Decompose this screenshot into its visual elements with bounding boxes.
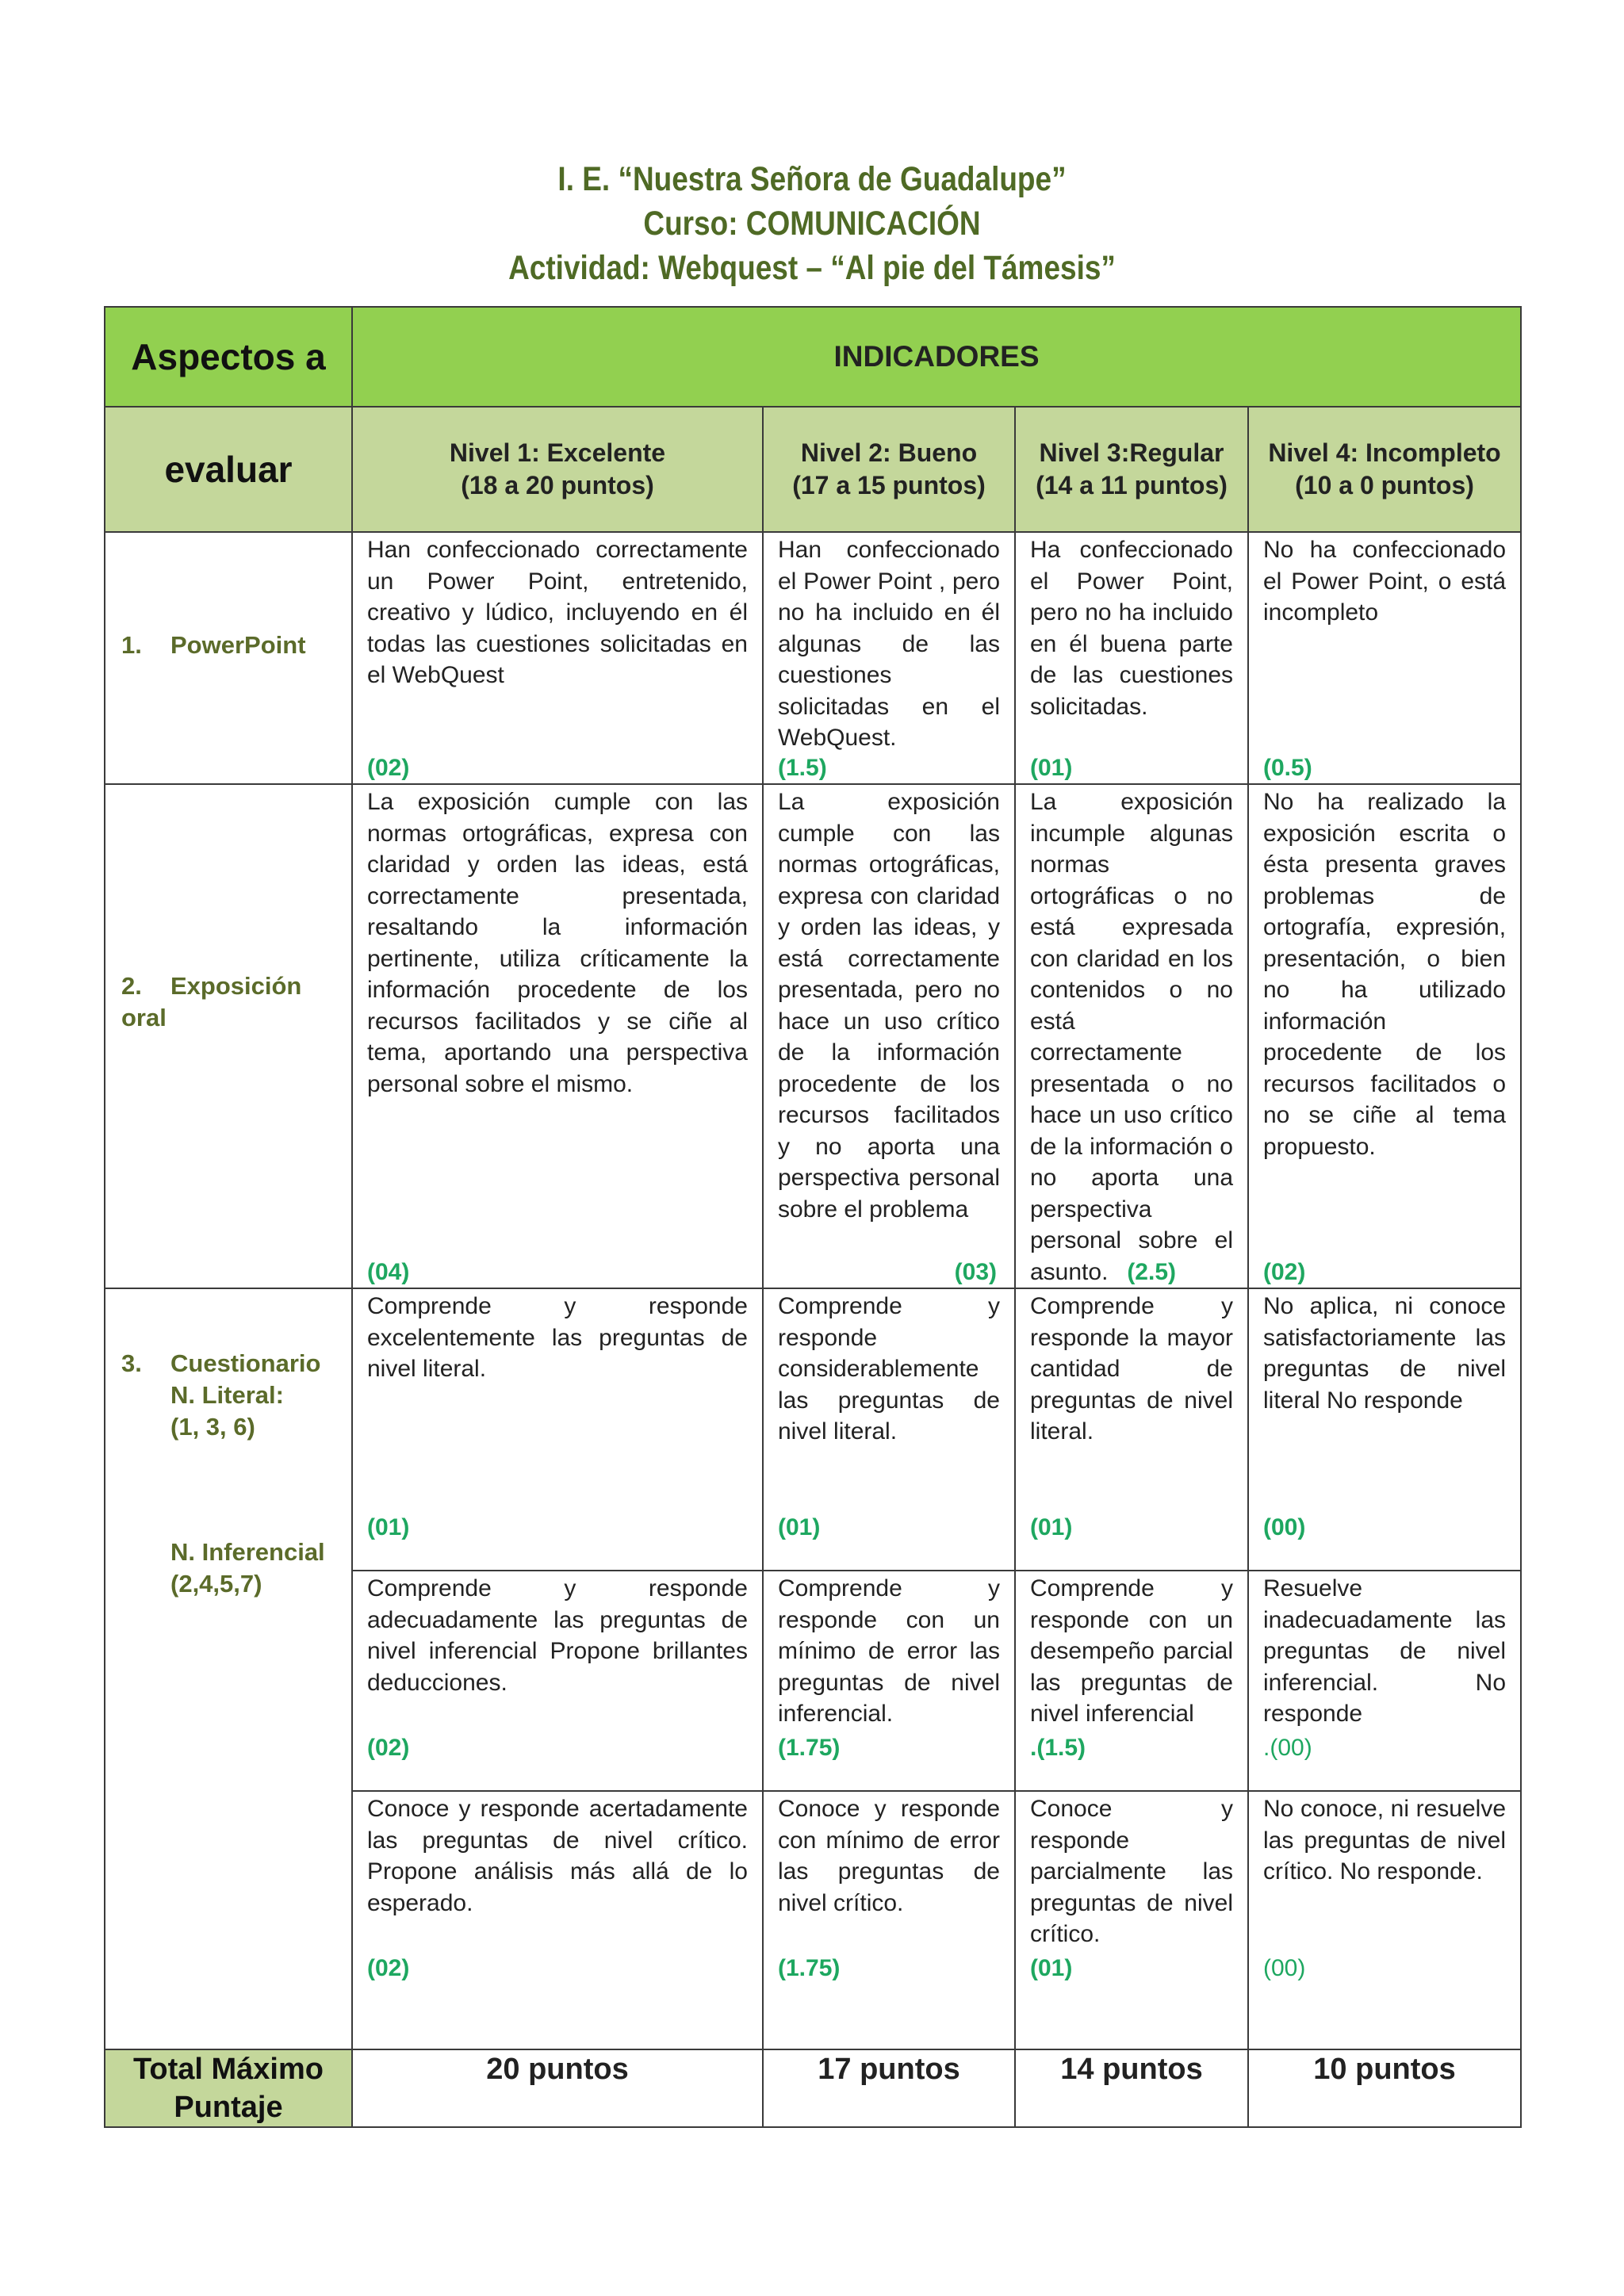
document-header (0, 157, 1624, 290)
total-label-line1: Total Máximo (133, 2053, 324, 2086)
criterion-cell (1248, 1571, 1521, 1791)
level-range: (10 a 0 puntos) (1295, 471, 1474, 499)
aspects-header-line2: evaluar (164, 449, 293, 490)
score-value: (01) (367, 1514, 410, 1540)
aspect-number: 1. (121, 631, 142, 659)
criterion-text: No conoce, ni resuelve las preguntas de nivel crítico. No responde. (1263, 1796, 1507, 1885)
score-value: (03) (954, 1259, 997, 1285)
criterion-cell (1248, 532, 1521, 784)
criterion-cell (1015, 1571, 1248, 1791)
score-value: (00) (1263, 1514, 1306, 1540)
aspect-exposicion-oral (105, 784, 352, 1288)
criterion-cell (1248, 784, 1521, 1288)
aspect-cuestionario (105, 1288, 352, 2049)
aspect-sub-inferencial-items: (2,4,5,7) (170, 1570, 262, 1598)
level-header (1248, 407, 1521, 532)
aspect-number: 3. (121, 1349, 142, 1377)
level-name: Nivel 4: Incompleto (1268, 438, 1501, 467)
level-header (763, 407, 1015, 532)
criterion-cell (352, 1791, 763, 2049)
aspects-header-cont (105, 407, 352, 532)
score-value: (02) (367, 755, 410, 781)
aspect-name: Cuestionario (170, 1349, 321, 1377)
score-value: (02) (1263, 1259, 1306, 1285)
total-value: 10 puntos (1248, 2049, 1521, 2127)
aspect-name: PowerPoint (170, 631, 306, 659)
criterion-cell (763, 1288, 1015, 1571)
activity-title: Actividad: Webquest – “Al pie del Támesis” (508, 249, 1116, 287)
score-value: (02) (367, 1955, 410, 1981)
indicators-header (352, 307, 1521, 407)
criterion-text: Han confeccionado correctamente un Power Point, entretenido, creativo y lúdico, incluyendo en él todas las cuestiones solicitadas en el WebQuest (367, 537, 748, 688)
score-value: (01) (778, 1514, 821, 1540)
criterion-text: No aplica, ni conoce satisfactoriamente las preguntas de nivel literal No responde (1263, 1293, 1507, 1414)
criterion-text: Comprende y responde la mayor cantidad de preguntas de nivel literal. (1030, 1293, 1233, 1445)
course-title: Curso: COMUNICACIÓN (643, 205, 981, 243)
aspects-header (105, 307, 352, 407)
total-label (105, 2049, 352, 2127)
criterion-text: Conoce y responde acertadamente las preguntas de nivel crítico. Propone análisis más allá de lo esperado. (367, 1796, 748, 1916)
aspect-sub-inferencial: N. Inferencial (170, 1538, 325, 1566)
criterion-cell (352, 1571, 763, 1791)
total-value: 20 puntos (352, 2049, 763, 2127)
aspect-name: Exposición oral (121, 972, 302, 1031)
aspect-number: 2. (121, 972, 142, 1000)
criterion-cell (1015, 532, 1248, 784)
criterion-cell (352, 784, 763, 1288)
level-range: (18 a 20 puntos) (461, 471, 654, 499)
criterion-text: Comprende y responde adecuadamente las preguntas de nivel inferencial Propone brillantes deducciones. (367, 1575, 748, 1696)
level-name: Nivel 2: Bueno (800, 438, 978, 467)
aspect-powerpoint (105, 532, 352, 784)
level-range: (14 a 11 puntos) (1036, 471, 1228, 499)
criterion-text: Comprende y responde con un desempeño parcial las preguntas de nivel inferencial (1030, 1575, 1233, 1727)
score-value: (00) (1263, 1955, 1306, 1981)
criterion-cell (1248, 1288, 1521, 1571)
criterion-cell (1015, 1288, 1248, 1571)
criterion-cell (352, 532, 763, 784)
level-name: Nivel 3:Regular (1039, 438, 1224, 467)
criterion-cell (763, 532, 1015, 784)
criterion-text: Conoce y responde con mínimo de error las preguntas de nivel crítico. (778, 1796, 1000, 1916)
level-range: (17 a 15 puntos) (792, 471, 986, 499)
criterion-text: No ha realizado la exposición escrita o ésta presenta graves problemas de ortografía, expresión, presentación, o bien no ha utilizado información procedente de los recursos facilitados o no se ciñe al tema propuesto. (1263, 789, 1507, 1160)
criterion-text: Comprende y responde considerablemente las preguntas de nivel literal. (778, 1293, 1000, 1445)
aspect-sub-literal-items: (1, 3, 6) (170, 1413, 255, 1441)
score-value: .(1.5) (1030, 1735, 1086, 1761)
aspect-sub-literal: N. Literal: (170, 1381, 284, 1409)
total-value: 14 puntos (1015, 2049, 1248, 2127)
criterion-text: No ha confeccionado el Power Point, o está incompleto (1263, 537, 1507, 626)
criterion-cell (763, 784, 1015, 1288)
criterion-text: La exposición incumple algunas normas ortográficas o no está expresada con claridad en los contenidos o no está correctamente presentada o no hace un uso crítico de la información o no aporta una perspectiva personal sobre el asunto. (1030, 789, 1233, 1285)
criterion-cell (352, 1288, 763, 1571)
level-header (1015, 407, 1248, 532)
score-value: (01) (1030, 1514, 1073, 1540)
rubric-table (104, 306, 1522, 2128)
indicators-header-label: INDICADORES (833, 340, 1040, 373)
score-value: (01) (1030, 755, 1073, 781)
criterion-text: Resuelve inadecuadamente las preguntas de nivel inferencial. No responde (1263, 1575, 1507, 1727)
criterion-text: Comprende y responde excelentemente las preguntas de nivel literal. (367, 1293, 748, 1382)
score-value: (1.75) (778, 1735, 841, 1761)
total-label-line2: Puntaje (174, 2091, 283, 2124)
criterion-text: La exposición cumple con las normas ortográficas, expresa con claridad y orden las ideas, está correctamente presentada, resaltando la información pertinente, utiliza críticamente la información procedente de los recursos facilitados y se ciñe al tema, aportando una perspectiva personal sobre el mismo. (367, 789, 748, 1097)
aspects-header-line1: Aspectos a (131, 336, 326, 377)
score-value: (0.5) (1263, 755, 1312, 781)
criterion-cell (1015, 784, 1248, 1288)
score-value: (1.75) (778, 1955, 841, 1981)
criterion-text: Ha confeccionado el Power Point, pero no ha incluido en él buena parte de las cuestiones solicitadas. (1030, 537, 1233, 720)
criterion-cell (1015, 1791, 1248, 2049)
score-value: (1.5) (778, 755, 827, 781)
score-value: (04) (367, 1259, 410, 1285)
total-value: 17 puntos (763, 2049, 1015, 2127)
criterion-text: Han confeccionado el Power Point , pero no ha incluido en él algunas de las cuestiones solicitadas en el WebQuest. (778, 537, 1000, 751)
criterion-cell (1248, 1791, 1521, 2049)
criterion-cell (763, 1571, 1015, 1791)
level-header (352, 407, 763, 532)
criterion-cell (763, 1791, 1015, 2049)
school-title: I. E. “Nuestra Señora de Guadalupe” (557, 160, 1067, 198)
score-value: (01) (1030, 1955, 1073, 1981)
score-value: .(00) (1263, 1735, 1312, 1761)
criterion-text: Conoce y responde parcialmente las preguntas de nivel crítico. (1030, 1796, 1233, 1947)
score-value: (2.5) (1127, 1259, 1176, 1285)
score-value: (02) (367, 1735, 410, 1761)
level-name: Nivel 1: Excelente (449, 438, 666, 467)
criterion-text: La exposición cumple con las normas ortográficas, expresa con claridad y orden las ideas, y está correctamente presentada, pero no hace un uso crítico de la información procedente de los recursos facilitados y no aporta una perspectiva personal sobre el problema (778, 789, 1000, 1223)
criterion-text: Comprende y responde con un mínimo de error las preguntas de nivel inferencial. (778, 1575, 1000, 1727)
